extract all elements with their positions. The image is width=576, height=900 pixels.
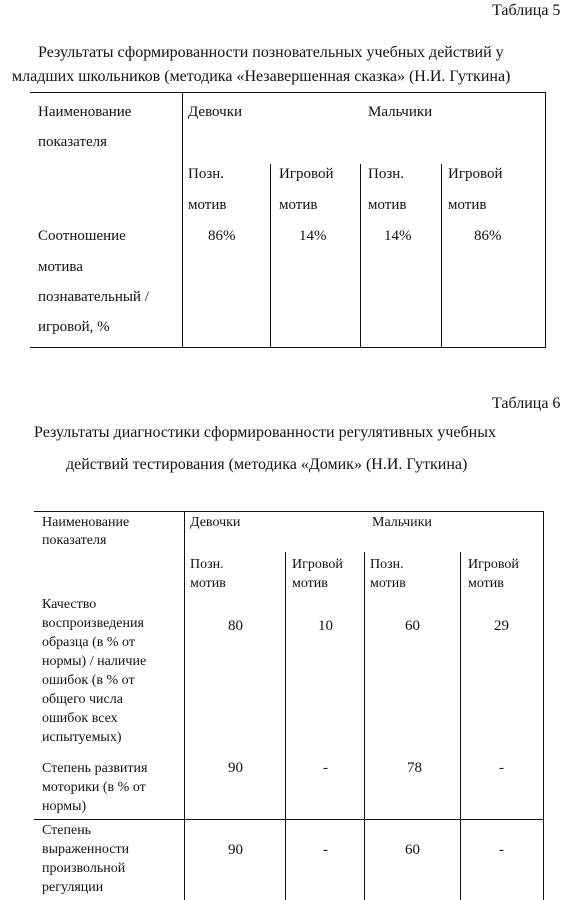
table5-col3-divider — [360, 164, 361, 348]
table5-header-indicator-line2: показателя — [38, 134, 108, 150]
table6-row2-value-girls-cog: 90 — [228, 760, 243, 776]
table6-top-border — [34, 511, 544, 512]
table5-header-girls: Девочки — [188, 104, 243, 120]
table6-row2-label-line1: Степень развития — [42, 761, 148, 776]
table5-value-boys-game: 86% — [474, 228, 502, 244]
table5-value-boys-cog: 14% — [384, 228, 412, 244]
table5-row-label-line2: мотива — [38, 259, 83, 275]
table6-header-game-boys-line1: Игровой — [468, 557, 519, 572]
table5-header-cog-girls-line2: мотив — [188, 197, 227, 213]
table6-header-cog-boys-line1: Позн. — [370, 557, 404, 572]
table6-row3-value-boys-cog: 60 — [405, 842, 420, 858]
table5-row-label-line3: познавательный / — [38, 289, 149, 305]
table6-header-game-girls-line1: Игровой — [292, 557, 343, 572]
table5-value-girls-cog: 86% — [208, 228, 236, 244]
table6-row1-label-line6: общего числа — [42, 692, 123, 707]
table6-row1-label-line5: ошибок (в % от — [42, 673, 135, 688]
table6-row1-value-girls-cog: 80 — [228, 618, 243, 634]
table6-row3-value-boys-game: - — [499, 842, 504, 858]
table5-value-girls-game: 14% — [299, 228, 327, 244]
table6-header-cog-boys-line2: мотив — [370, 576, 406, 591]
table5-col1-divider — [182, 92, 183, 348]
table6-row2-value-boys-game: - — [499, 760, 504, 776]
table6-header-game-boys-line2: мотив — [468, 576, 504, 591]
table6-row2-value-boys-cog: 78 — [407, 760, 422, 776]
table6-row2-label-line2: моторики (в % от — [42, 780, 146, 795]
table6-row1-value-boys-cog: 60 — [405, 618, 420, 634]
table6-col3-divider — [364, 552, 365, 900]
table6-row3-value-girls-cog: 90 — [228, 842, 243, 858]
table6-col2-divider — [285, 552, 286, 900]
table6-row3-value-girls-game: - — [323, 842, 328, 858]
table6-header-cog-girls-line1: Позн. — [190, 557, 224, 572]
table6-header-indicator-line1: Наименование — [42, 515, 130, 530]
table6-header-boys: Мальчики — [372, 515, 432, 530]
table5-header-game-girls-line2: мотив — [279, 197, 318, 213]
table5-right-border — [545, 92, 546, 348]
table6-row3-label-line2: выраженности — [42, 842, 130, 857]
table6-row1-label-line7: ошибок всех — [42, 711, 118, 726]
table6-col4-divider — [460, 552, 461, 900]
table5-header-cog-boys-line1: Позн. — [368, 166, 405, 182]
table5-header-boys: Мальчики — [368, 104, 433, 120]
table5-header-game-boys-line1: Игровой — [448, 166, 503, 182]
table6-col1-divider — [184, 511, 185, 900]
table5-col2-divider — [270, 164, 271, 348]
table6-right-border — [543, 511, 544, 900]
table6-row3-label-line4: регуляции — [42, 880, 104, 895]
table5-col4-divider — [441, 164, 442, 348]
table5-header-cog-girls-line1: Позн. — [188, 166, 225, 182]
table6-row1-label-line2: воспроизведения — [42, 616, 144, 631]
table6-row1-label-line1: Качество — [42, 597, 97, 612]
table6-row-divider — [34, 819, 544, 820]
table6-row1-label-line8: испытуемых) — [42, 730, 122, 745]
table6-row1-label-line3: образца (в % от — [42, 635, 135, 650]
table6-caption-line1: Результаты диагностики сформированности регулятивных учебных — [34, 424, 496, 441]
table5-caption-line1: Результаты сформированности позновательных учебных действий у — [38, 44, 504, 61]
table6-row1-label-line4: нормы) / наличие — [42, 654, 147, 669]
table5-caption-line2: младших школьников (методика «Незавершенная сказка» (Н.И. Гуткина) — [12, 68, 511, 85]
table5-row-label-line1: Соотношение — [38, 228, 126, 244]
table6-header-indicator-line2: показателя — [42, 533, 107, 548]
table5-label: Таблица 5 — [492, 2, 561, 19]
table6-row2-label-line3: нормы) — [42, 799, 87, 814]
table5-header-indicator-line1: Наименование — [38, 104, 132, 120]
table6-header-game-girls-line2: мотив — [292, 576, 328, 591]
table6-row3-label-line3: произвольной — [42, 861, 126, 876]
table5-top-border — [30, 92, 546, 93]
table5-header-cog-boys-line2: мотив — [368, 197, 407, 213]
table6-header-cog-girls-line2: мотив — [190, 576, 226, 591]
table6-header-girls: Девочки — [190, 515, 241, 530]
table5-bottom-border — [30, 347, 546, 348]
table6-row3-label-line1: Степень — [42, 823, 92, 838]
table5-header-game-boys-line2: мотив — [448, 197, 487, 213]
table5-row-label-line4: игровой, % — [38, 319, 110, 335]
table6-row2-value-girls-game: - — [323, 760, 328, 776]
table6-row1-value-girls-game: 10 — [318, 618, 333, 634]
table5-header-game-girls-line1: Игровой — [279, 166, 334, 182]
table6-row1-value-boys-game: 29 — [494, 618, 509, 634]
table6-label: Таблица 6 — [492, 395, 561, 412]
table6-caption-line2: действий тестирования (методика «Домик» (Н.И. Гуткина) — [66, 456, 468, 473]
